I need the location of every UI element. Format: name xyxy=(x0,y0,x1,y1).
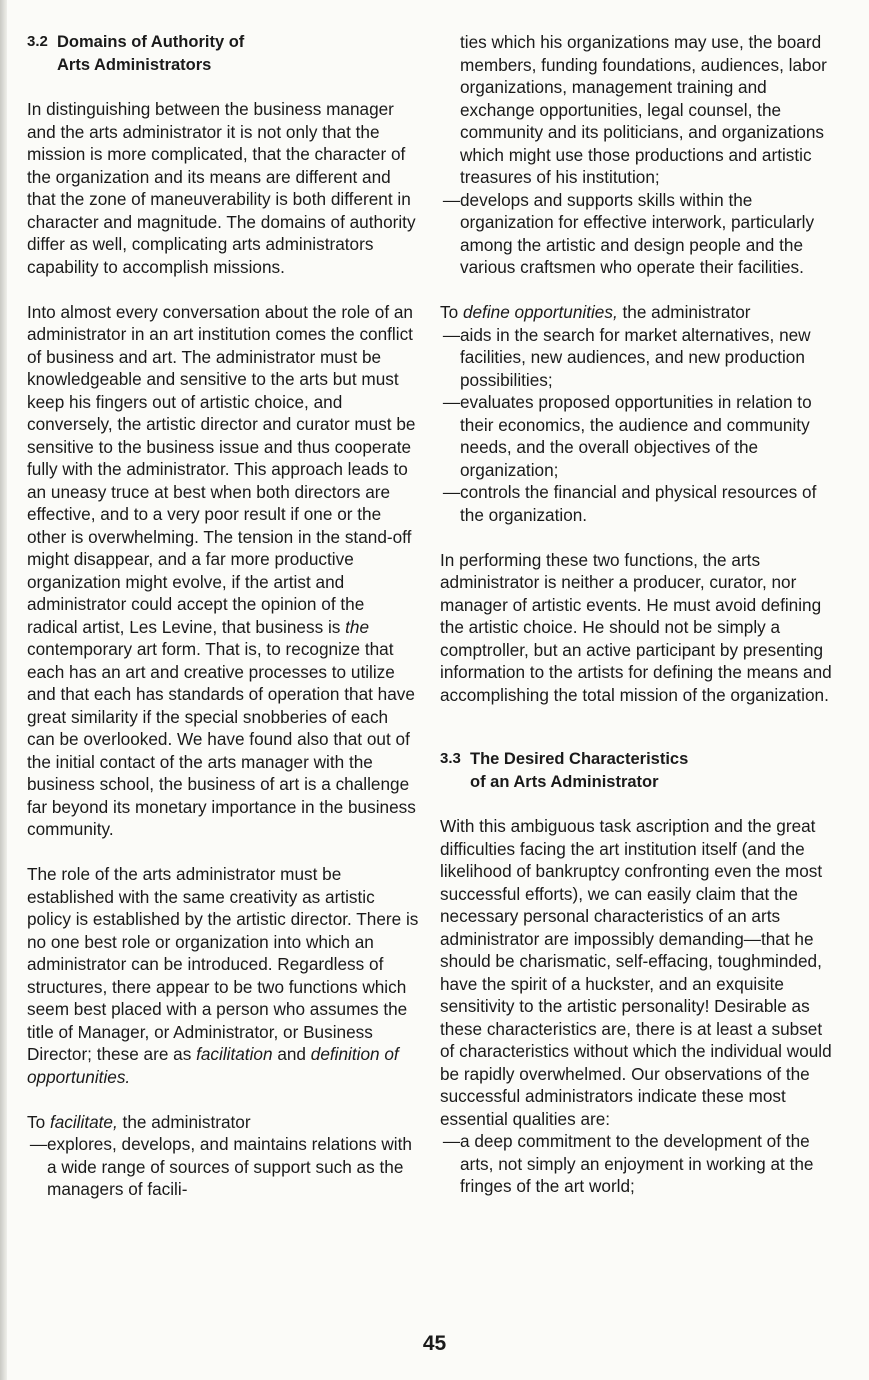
list-item xyxy=(440,391,838,481)
dash-marker: — xyxy=(442,482,460,502)
dash-marker: — xyxy=(442,1131,460,1151)
lead-to: To xyxy=(440,302,459,322)
list-item xyxy=(440,189,838,279)
page-number: 45 xyxy=(422,1332,447,1355)
emphasis-define-opportunities: define opportunities, xyxy=(462,302,618,322)
paragraph-role xyxy=(27,863,419,1088)
section-number: 3.2 xyxy=(27,33,48,50)
section-heading-3-3 xyxy=(440,748,838,793)
emphasis-facilitate: facilitate, xyxy=(49,1111,118,1132)
emphasis-the: the xyxy=(345,616,370,637)
paragraph-conflict xyxy=(27,301,419,841)
paragraph-text: Into almost every conversation about the role of an administrator in an art institution comes the conflict of business and art. The administrator must be knowledgeable and sensitive to the arts but must keep his fingers out of artistic choice, and conversely, the artistic director and curator must be sensitive to the business issue and thus cooperate fully with the administrator. This approach leads to an uneasy truce at best when both directors are effective, and to a very poor result if one or the other is overwhelming. The tension in the stand-off might disappear, and a far more productive organization might evolve, if the artist and administrator could accept the opinion of the radical artist, Les Levine, that business is xyxy=(27,301,416,637)
list-item-text: explores, develops, and maintains relations with a wide range of sources of support such as the managers of facili- xyxy=(47,1134,412,1199)
dash-marker: — xyxy=(442,324,460,345)
list-item xyxy=(440,324,838,392)
list-item-text: a deep commitment to the development of the arts, not simply an enjoyment in working at the fringes of the art world; xyxy=(460,1131,814,1196)
paragraph-text: contemporary art form. That is, to recognize that each has an art and creative processes to utilize and that each has standards of operation that have great similarity if the special snobberies of each can be overlooked. We have found also that out of the initial contact of the arts manager with the business school, the business of art is a challenge far beyond its monetary importance in the business community. xyxy=(27,639,416,839)
lead-to: To xyxy=(27,1111,46,1132)
list-item xyxy=(440,31,838,189)
lead-rest: the administrator xyxy=(622,302,751,322)
qualities-list xyxy=(440,1130,838,1198)
section-title-line: The Desired Characteristics xyxy=(470,750,689,768)
section-title-line: of an Arts Administrator xyxy=(470,772,659,791)
dash-marker: — xyxy=(442,189,460,210)
section-title-line: Domains of Authority of xyxy=(57,33,245,51)
list-item-text: evaluates proposed opportunities in relation to their economics, the audience and community needs, and the overall objectives of the organization; xyxy=(460,392,812,480)
list-item xyxy=(440,481,838,526)
dash-marker: — xyxy=(442,392,460,412)
list-item-text: ties which his organizations may use, the board members, funding foundations, audiences, labor organizations, management training and exchange opportunities, legal counsel, the community and its politicians, and organizations which might use those productions and artistic treasures of his institution; xyxy=(460,32,827,187)
lead-rest: the administrator xyxy=(122,1111,251,1132)
section-number: 3.3 xyxy=(440,750,461,767)
list-item xyxy=(440,1130,838,1198)
list-item-text: develops and supports skills within the organization for effective interwork, particularly among the artistic and design people and the various craftsmen who operate their facilities. xyxy=(460,189,815,277)
page-binding-edge xyxy=(0,0,7,1380)
paragraph-ambiguous: With this ambiguous task ascription and the great difficulties facing the art institution itself (and the likelihood of bankruptcy confronting even the most successful efforts), we can easily claim that the necessary personal characteristics of an arts administrator are impossibly demanding—that he should be charismatic, self-effacing, toughminded, have the spirit of a huckster, and an exquisite sensitivity to the artistic personality! Desirable as these characteristics are, there is at least a subset of characteristics without which the individual would be rapidly overwhelmed. Our observations of the successful administrators indicate these most essential qualities are: xyxy=(440,816,832,1129)
define-lead xyxy=(440,301,838,324)
define-list xyxy=(440,324,838,527)
facilitate-lead xyxy=(27,1111,419,1134)
section-heading-3-2 xyxy=(27,31,419,76)
dash-marker: — xyxy=(29,1134,47,1154)
list-item-text: aids in the search for market alternatives, new facilities, new audiences, and new production possibilities; xyxy=(460,324,811,390)
paragraph-domains: In distinguishing between the business manager and the arts administrator it is not only that the mission is more complicated, that the character of the organization and its means are different and that the zone of maneuverability is both different in character and magnitude. The domains of authority differ as well, complicating arts administrators capability to accomplish missions. xyxy=(27,99,416,277)
paragraph-text: and xyxy=(277,1044,306,1064)
paragraph-functions: In performing these two functions, the arts administrator is neither a producer, curator, nor manager of artistic events. He must avoid defining the artistic choice. He should not be simply a comptroller, but an active participant by presenting information to the artists for defining the means and accomplishing the total mission of the organization. xyxy=(440,549,832,705)
facilitate-list-continued xyxy=(440,31,838,279)
emphasis-definition: definition of opportunities. xyxy=(27,1044,399,1087)
list-item-text: controls the financial and physical resources of the organization. xyxy=(460,482,817,525)
facilitate-list xyxy=(27,1133,419,1201)
list-item xyxy=(27,1133,419,1201)
right-column xyxy=(440,31,838,1198)
section-title-line: Arts Administrators xyxy=(57,55,212,74)
emphasis-facilitation: facilitation xyxy=(196,1044,273,1064)
paragraph-text: The role of the arts administrator must be established with the same creativity as artistic policy is established by the artistic director. There is no one best role or organization into which an administrator can be introduced. Regardless of structures, there appear to be two functions which seem best placed with a person who assumes the title of Manager, or Administrator, or Business Director; these are as xyxy=(27,864,419,1064)
left-column xyxy=(27,31,419,1201)
